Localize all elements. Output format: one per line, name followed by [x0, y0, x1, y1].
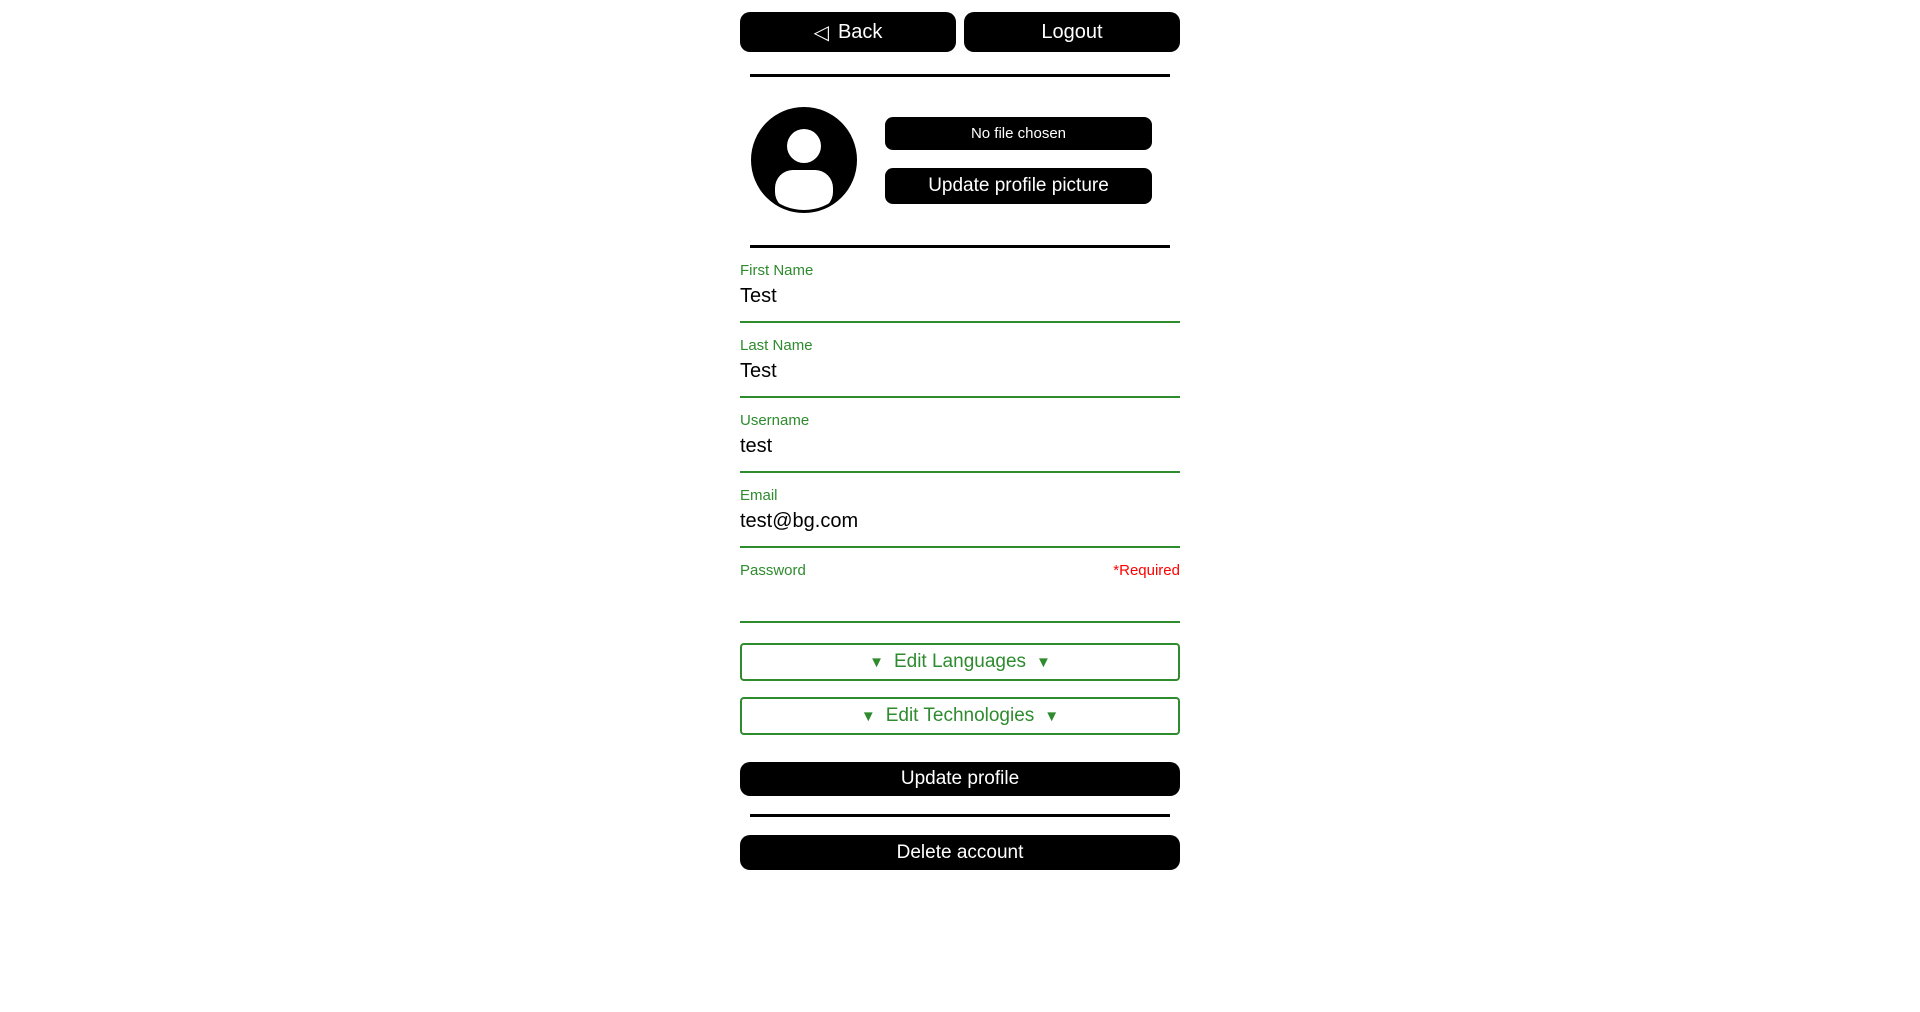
update-profile-picture-label: Update profile picture	[928, 174, 1109, 196]
password-label-row	[740, 562, 1180, 579]
edit-technologies-button[interactable]	[740, 697, 1180, 735]
password-required-note: *Required	[1113, 562, 1180, 579]
file-input-button[interactable]	[885, 117, 1152, 150]
avatar-divider	[750, 245, 1170, 248]
logout-button-label: Logout	[1041, 20, 1103, 43]
username-label: Username	[740, 412, 810, 429]
caret-down-icon: ▼	[869, 653, 884, 671]
username-field	[740, 412, 1180, 473]
update-profile-picture-button[interactable]	[885, 168, 1152, 204]
email-field	[740, 487, 1180, 548]
last-name-label: Last Name	[740, 337, 813, 354]
username-input[interactable]	[740, 429, 1180, 473]
edit-languages-button[interactable]	[740, 643, 1180, 681]
back-button-label: Back	[837, 20, 883, 43]
delete-account-label: Delete account	[896, 841, 1024, 863]
logout-button[interactable]	[964, 12, 1180, 52]
update-profile-button[interactable]	[740, 762, 1180, 796]
profile-picture-section	[740, 107, 1180, 213]
last-name-field	[740, 337, 1180, 398]
update-profile-label: Update profile	[900, 768, 1020, 789]
top-divider	[750, 74, 1170, 77]
first-name-label: First Name	[740, 262, 814, 279]
caret-down-icon: ▼	[1036, 653, 1051, 671]
caret-down-icon: ▼	[860, 707, 876, 725]
topbar	[740, 12, 1180, 52]
password-label: Password	[740, 562, 806, 579]
password-input[interactable]	[740, 579, 1180, 623]
edit-languages-label: Edit Languages	[893, 651, 1027, 672]
last-name-input[interactable]	[740, 354, 1180, 398]
email-input[interactable]	[740, 504, 1180, 548]
caret-down-icon: ▼	[1044, 707, 1060, 725]
first-name-field	[740, 262, 1180, 323]
password-field	[740, 562, 1180, 623]
first-name-input[interactable]	[740, 279, 1180, 323]
delete-account-button[interactable]	[740, 835, 1180, 870]
back-arrow-icon: ◁	[813, 21, 829, 44]
back-button[interactable]	[740, 12, 956, 52]
edit-technologies-label: Edit Technologies	[885, 705, 1035, 726]
email-label: Email	[740, 487, 778, 504]
danger-divider	[750, 814, 1170, 817]
user-avatar-icon	[751, 107, 857, 213]
profile-form-column	[740, 0, 1180, 870]
file-input-label: No file chosen	[970, 124, 1067, 142]
picture-upload-controls	[857, 117, 1180, 204]
